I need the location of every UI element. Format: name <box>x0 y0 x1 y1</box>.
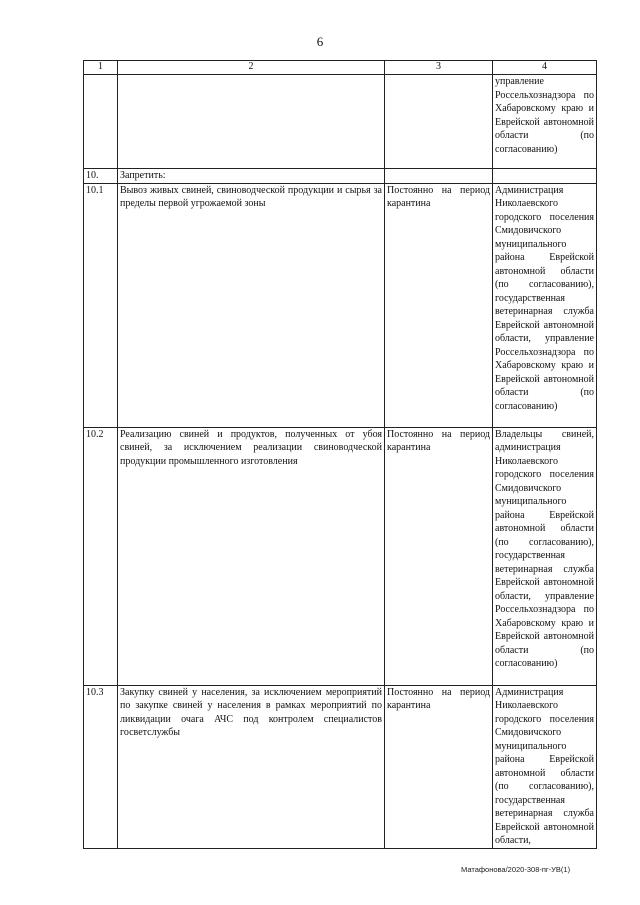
document-footer-code: Матафонова/2020-308-пг-УВ(1) <box>461 865 571 874</box>
table-row <box>84 427 597 685</box>
period-text <box>385 169 493 184</box>
page-number: 6 <box>316 34 324 49</box>
measure-text <box>118 75 385 169</box>
table-row <box>84 75 597 169</box>
column-header: 1 <box>84 61 118 75</box>
measure-text: Запретить: <box>118 169 385 184</box>
responsible-text: Администрация Николаевского городского поселения Смидовичского муниципального района Еврейской автономной области (по согласованию), государственная ветеринарная служба Еврейской автономной области, <box>493 685 597 848</box>
row-number: 10.1 <box>84 183 118 427</box>
table-row <box>84 183 597 427</box>
table-row <box>84 169 597 184</box>
measures-table <box>83 60 597 849</box>
row-number: 10.2 <box>84 427 118 685</box>
measure-text: Вывоз живых свиней, свиноводческой продукции и сырья за пределы первой угрожаемой зоны <box>118 183 385 427</box>
measure-text: Закупку свиней у населения, за исключением мероприятий по закупке свиней у населения в рамках мероприятий по ликвидации очага АЧС под контролем специалистов госветслужбы <box>118 685 385 848</box>
responsible-text: управление Россельхознадзора по Хабаровскому краю и Еврейской автономной области (по согласованию) <box>493 75 597 169</box>
measure-text: Реализацию свиней и продуктов, полученных от убоя свиней, за исключением реализации свиноводческой продукции промышленного изготовления <box>118 427 385 685</box>
row-number: 10.3 <box>84 685 118 848</box>
table-header-row <box>84 61 597 75</box>
row-number: 10. <box>84 169 118 184</box>
responsible-text <box>493 169 597 184</box>
row-number <box>84 75 118 169</box>
period-text: Постоянно на период карантина <box>385 685 493 848</box>
responsible-text: Администрация Николаевского городского поселения Смидовичского муниципального района Еврейской автономной области (по согласованию), государственная ветеринарная служба Еврейской автономной области, управление Россельхознадзора по Хабаровскому краю и Еврейской автономной области (по согласованию) <box>493 183 597 427</box>
column-header: 3 <box>385 61 493 75</box>
column-header: 4 <box>493 61 597 75</box>
period-text: Постоянно на период карантина <box>385 183 493 427</box>
period-text <box>385 75 493 169</box>
table-row <box>84 685 597 848</box>
period-text: Постоянно на период карантина <box>385 427 493 685</box>
responsible-text: Владельцы свиней, администрация Николаевского городского поселения Смидовичского муниципального района Еврейской автономной области (по согласованию), государственная ветеринарная служба Еврейской автономной области, управление Россельхознадзора по Хабаровскому краю и Еврейской автономной области (по согласованию) <box>493 427 597 685</box>
column-header: 2 <box>118 61 385 75</box>
